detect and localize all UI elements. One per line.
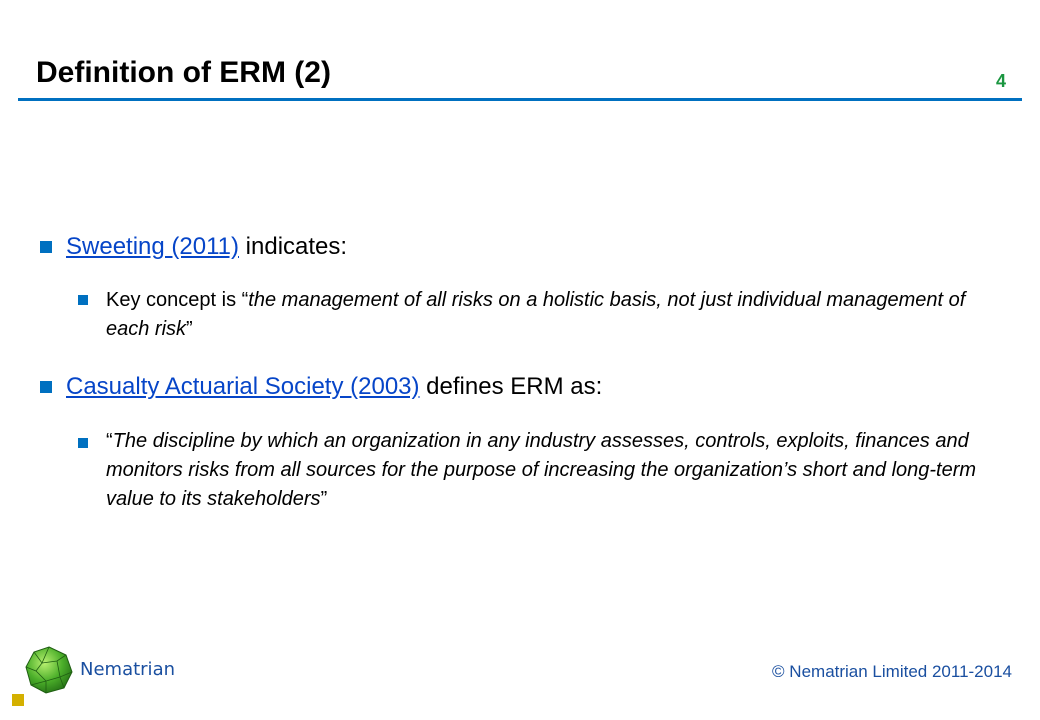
footer-brand: Nematrian	[80, 659, 176, 680]
quote-text: The discipline by which an organization in any industry assesses, controls, exploits, finances and monitors risks from all sources for the purpose of increasing the organization’s short and long-term value to its stakeholders	[106, 430, 977, 510]
bullet-text: defines ERM as:	[419, 373, 603, 400]
title-divider	[18, 98, 1022, 101]
quote-suffix: ”	[320, 488, 328, 510]
sub-bullet-marker	[78, 438, 88, 448]
copyright-text: © Nematrian Limited 2011-2014	[772, 662, 1012, 681]
sweeting-link[interactable]: Sweeting (2011)	[66, 233, 239, 260]
quote-text: the management of all risks on a holistic basis, not just individual management of each risk	[106, 289, 966, 340]
page-number: 4	[995, 71, 1006, 91]
bullet-text: indicates:	[239, 233, 348, 260]
bullet-marker	[40, 381, 52, 393]
sub-bullet-marker	[78, 295, 88, 305]
nematrian-logo-icon	[24, 645, 74, 700]
slide-title: Definition of ERM (2)	[36, 56, 331, 89]
quote-suffix: ”	[186, 318, 193, 340]
quote-prefix: “	[106, 430, 113, 452]
bullet-marker	[40, 241, 52, 253]
corner-marker	[12, 694, 24, 706]
bullet-item	[66, 372, 1006, 402]
bullet-item	[66, 232, 1006, 262]
sub-bullet-item	[106, 427, 1006, 514]
cas-link[interactable]: Casualty Actuarial Society (2003)	[66, 373, 420, 400]
sub-bullet-item	[106, 286, 1006, 344]
quote-prefix: Key concept is “	[106, 289, 249, 311]
